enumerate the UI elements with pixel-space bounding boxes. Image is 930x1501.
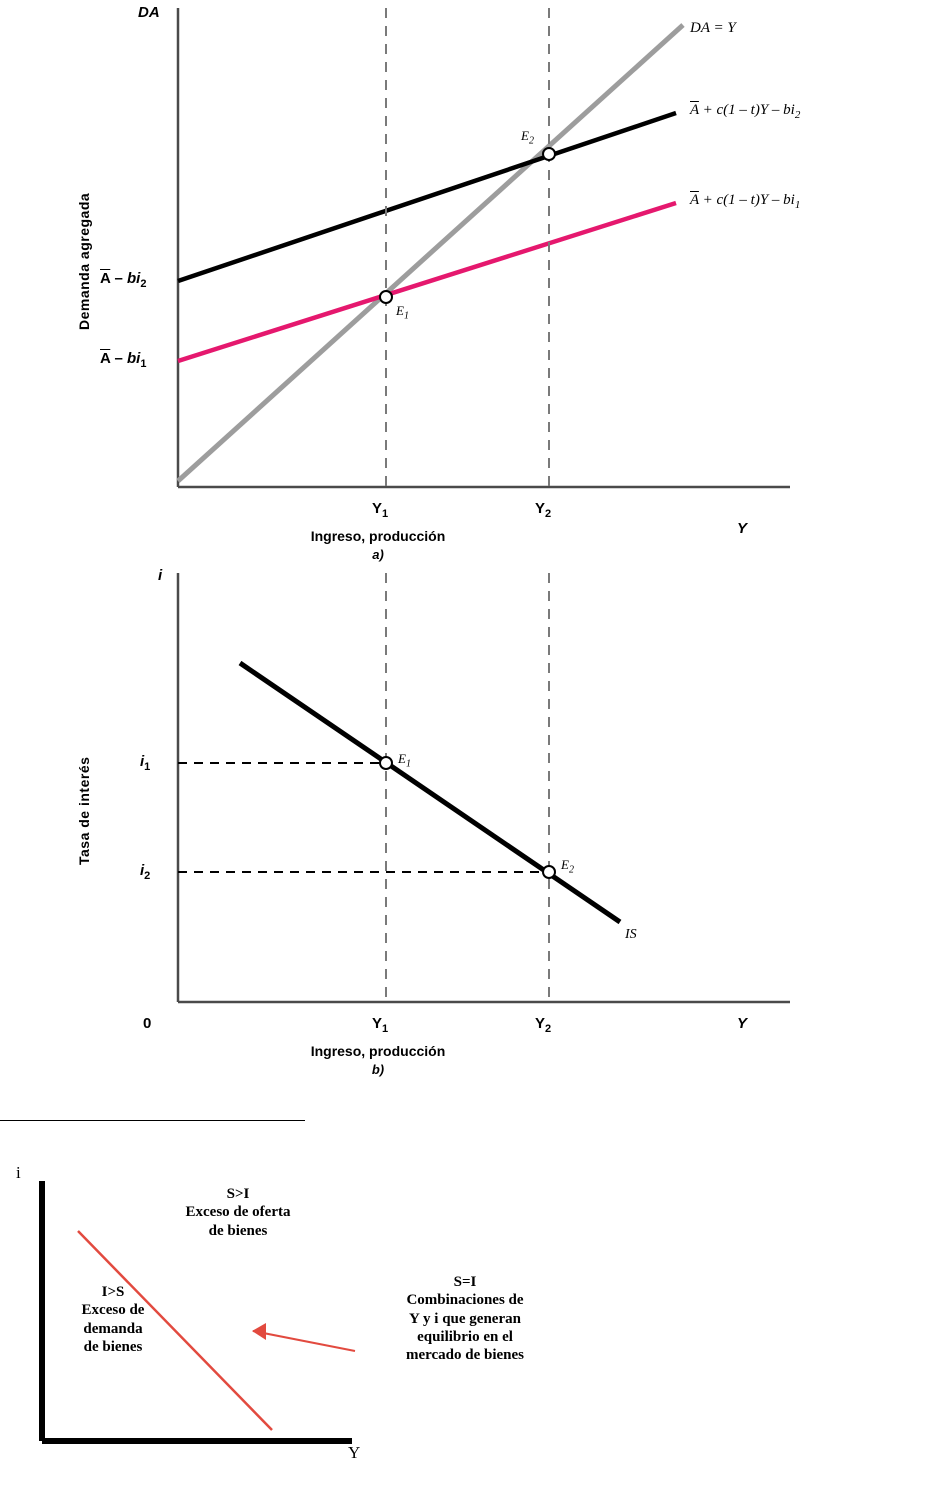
annotation-arrow-line	[253, 1331, 355, 1351]
panel-a-x-caption: Ingreso, producción	[310, 528, 446, 544]
panel-b-ytick-i1: $i_1$	[140, 753, 151, 773]
annotation-arrow-head	[252, 1323, 266, 1340]
point-label-e2-b: $E_2$	[561, 857, 574, 876]
label-da-low-line: $\overline{A} + c(1 - t)Y - bi_1$	[690, 192, 801, 211]
series-line-is	[240, 663, 620, 922]
panel-a-xtick-y2: $Y_2$	[535, 500, 552, 520]
panel-b-svg	[0, 565, 930, 1085]
panel-c-disequilibrium-regions	[0, 1155, 930, 1501]
panel-b-xtick-y2: $Y_2$	[535, 1015, 552, 1035]
point-e2-b	[543, 866, 555, 878]
panel-a-ytick-low: $\overline{A} - bi_1$	[100, 350, 147, 370]
region-label-equilibrium: S=I Combinaciones de Y y i que generan equilibrio en el mercado de bienes	[405, 1274, 525, 1364]
panel-a-ytick-high: $\overline{A} - bi_2$	[100, 270, 147, 290]
panel-a-letter: a)	[372, 547, 384, 562]
point-e1-a	[380, 291, 392, 303]
region-label-excess-demand: I>S Exceso de demanda de bienes	[81, 1284, 145, 1355]
point-label-e1-b: $E_1$	[398, 751, 411, 770]
panel-a-xtick-y1: $Y_1$	[372, 500, 389, 520]
panel-b-y-axis-name: Tasa de interés	[76, 756, 92, 865]
panel-c-y-axis-symbol: i	[16, 1163, 21, 1182]
label-is-curve: IS	[625, 927, 637, 942]
label-da-high-line: $\overline{A} + c(1 - t)Y - bi_2$	[690, 102, 801, 121]
panel-b-letter: b)	[371, 1062, 385, 1077]
panel-b-ytick-i2: $i_2$	[140, 862, 151, 882]
point-e1-b	[380, 757, 392, 769]
point-label-e2-a: $E_2$	[521, 128, 534, 147]
panel-b-xtick-y1: $Y_1$	[372, 1015, 389, 1035]
panel-a-aggregate-demand	[0, 0, 930, 560]
panel-a-y-axis-symbol: DA	[138, 4, 160, 21]
point-label-e1-a: $E_1$	[396, 303, 409, 322]
label-identity-line: DA = Y	[690, 20, 736, 36]
section-divider	[0, 1120, 305, 1121]
panel-a-y-axis-name: Demanda agregada	[76, 192, 92, 330]
series-line-identity	[178, 25, 683, 481]
series-line-da-low	[178, 203, 676, 361]
panel-b-is-curve	[0, 565, 930, 1085]
panel-a-x-axis-symbol: Y	[737, 520, 748, 537]
region-label-excess-supply: S>I Exceso de oferta de bienes	[185, 1186, 291, 1239]
panel-b-x-axis-symbol: Y	[737, 1015, 748, 1032]
point-e2-a	[543, 148, 555, 160]
panel-c-x-axis-symbol: Y	[348, 1443, 361, 1462]
panel-b-origin-label: 0	[143, 1015, 152, 1032]
panel-b-y-axis-symbol: i	[158, 567, 163, 584]
panel-b-x-caption: Ingreso, producción	[310, 1043, 446, 1059]
